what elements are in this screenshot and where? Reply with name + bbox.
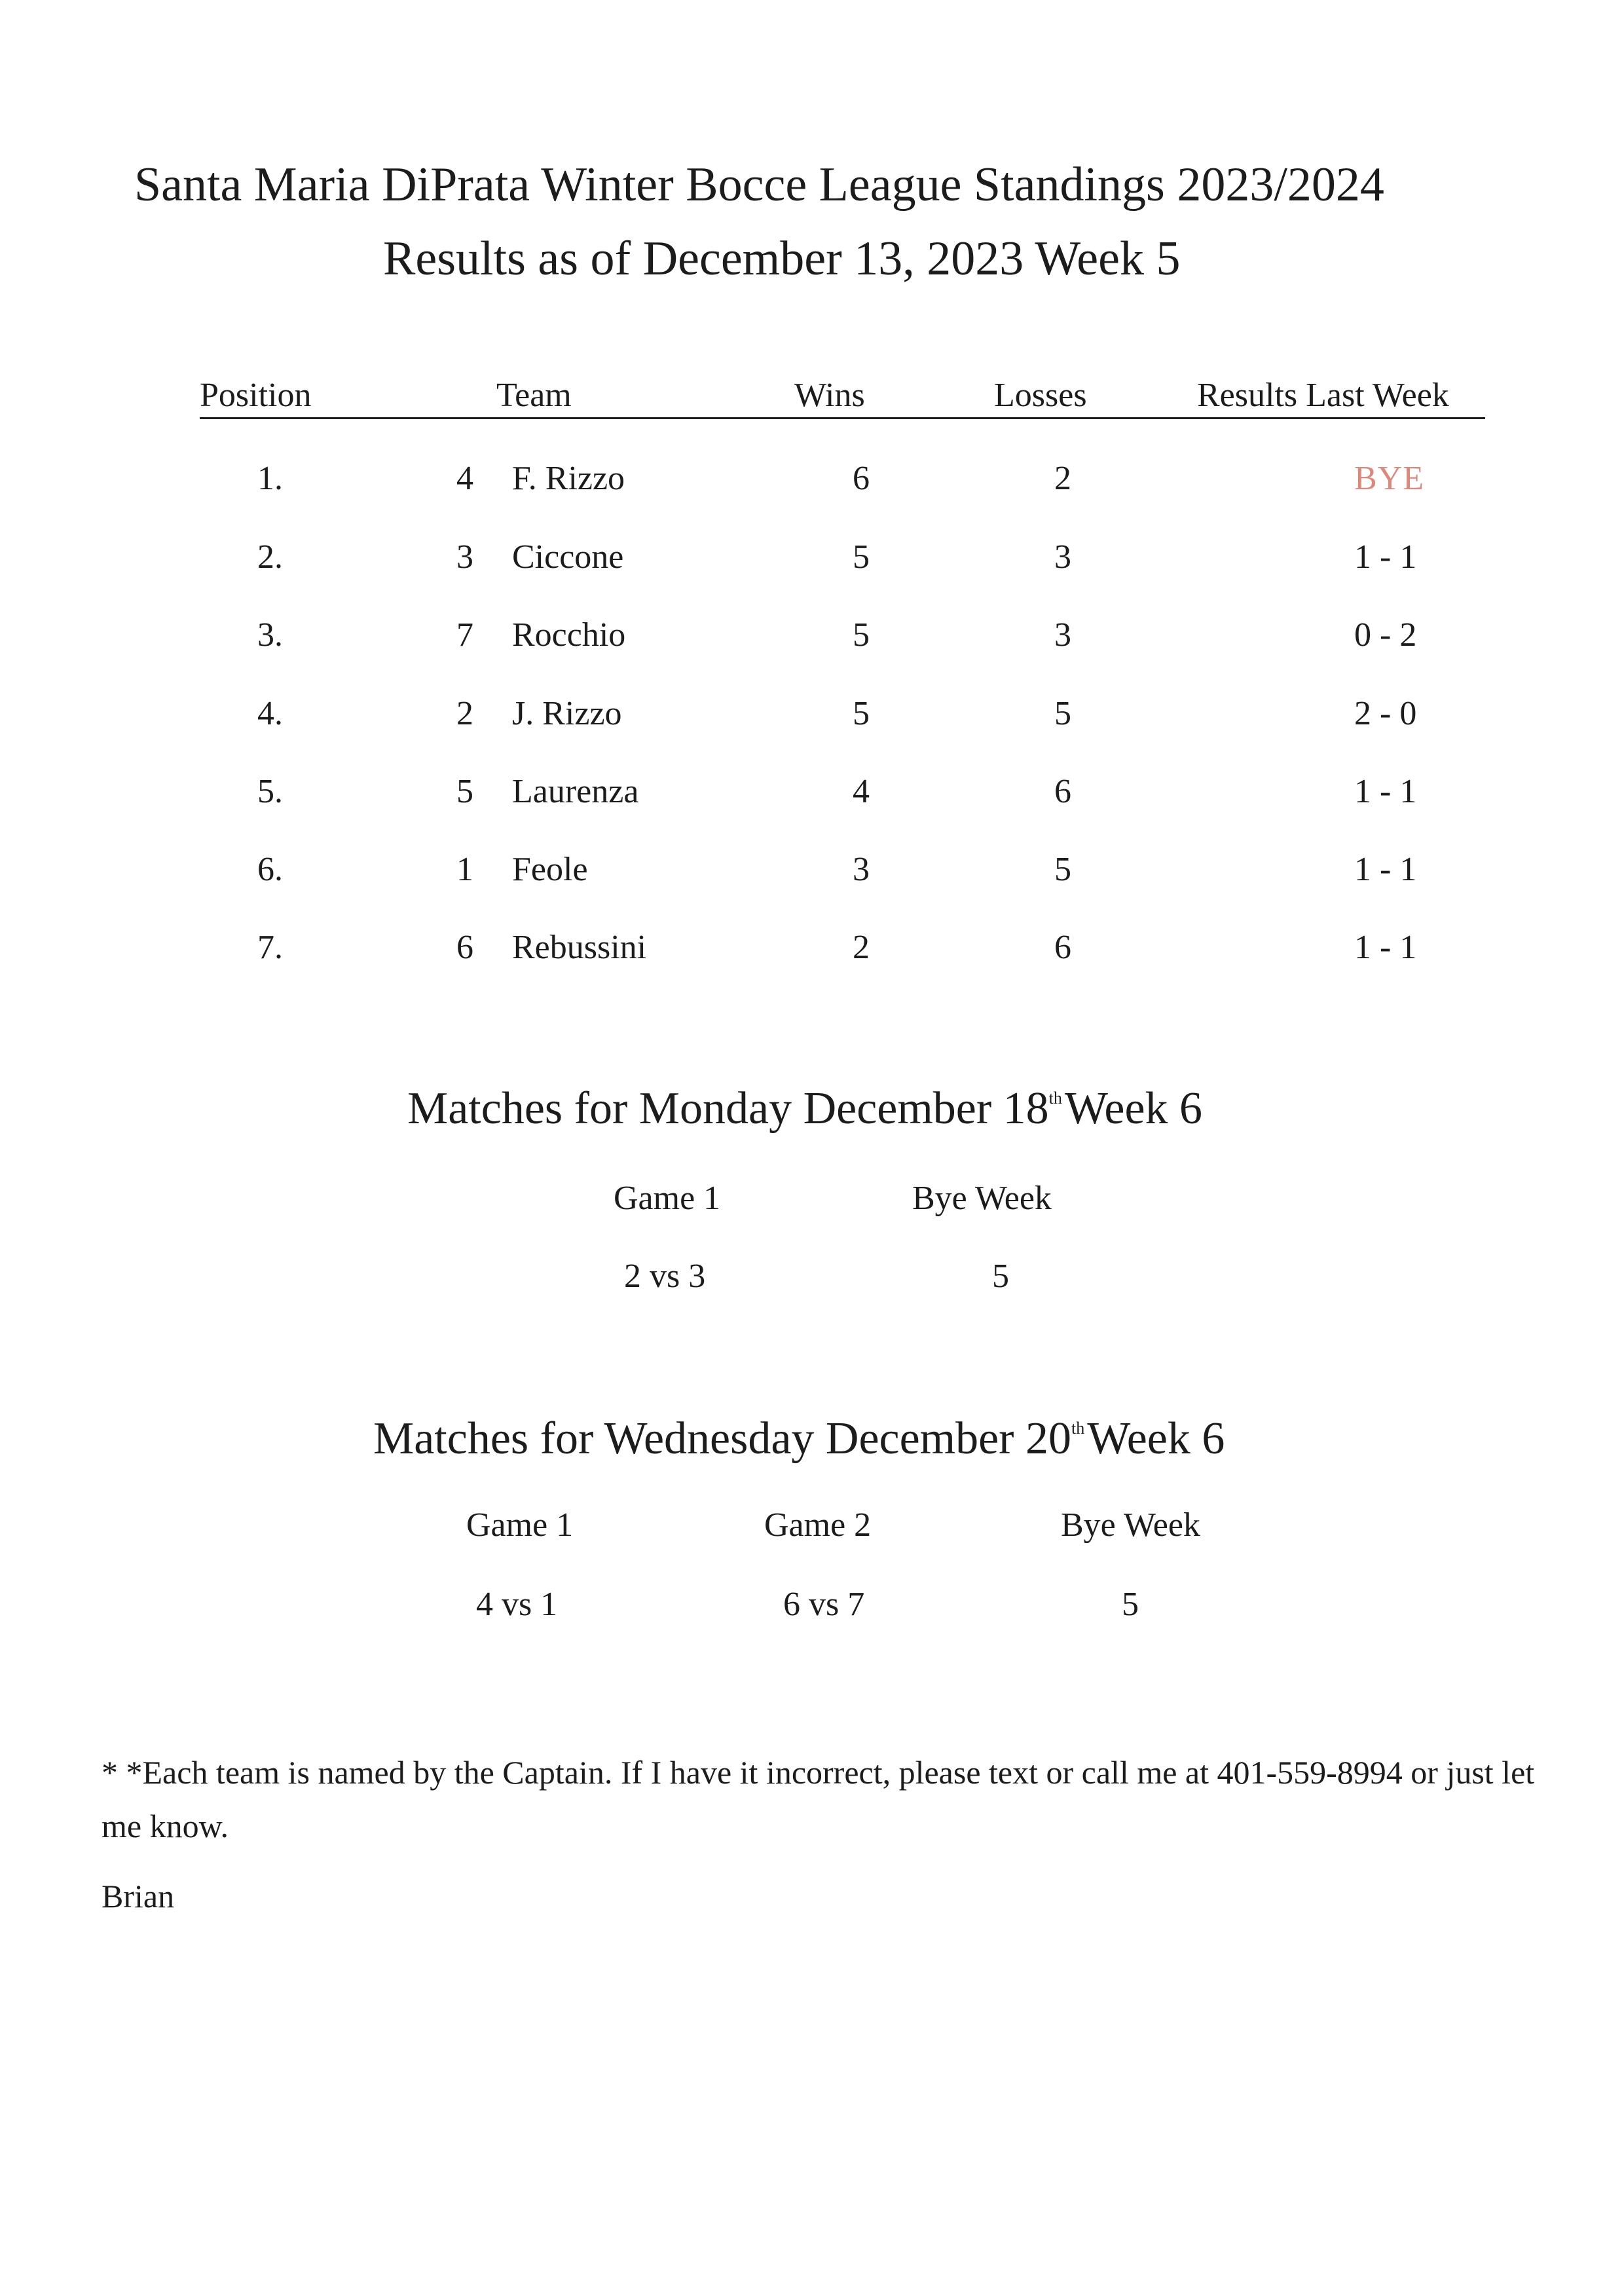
row-team-number: 2	[456, 695, 473, 732]
page-subtitle: Results as of December 13, 2023 Week 5	[383, 232, 1181, 286]
row-team-name: J. Rizzo	[512, 695, 622, 732]
wednesday-title-ordinal: th	[1071, 1419, 1085, 1438]
monday-title-text: Matches for Monday December 18	[407, 1083, 1049, 1134]
row-team-number: 3	[456, 538, 473, 576]
monday-game1-value: 2 vs 3	[624, 1258, 706, 1295]
row-position: 5.	[257, 773, 283, 810]
row-position: 3.	[257, 616, 283, 654]
page-title: Santa Maria DiPrata Winter Bocce League Standings 2023/2024	[134, 158, 1384, 212]
row-wins: 5	[853, 616, 870, 654]
row-team-number: 1	[456, 851, 473, 888]
column-header-results: Results Last Week	[1197, 377, 1449, 414]
row-losses: 5	[1054, 695, 1071, 732]
row-result: 1 - 1	[1354, 538, 1417, 576]
row-wins: 4	[853, 773, 870, 810]
row-team-number: 4	[456, 460, 473, 497]
row-result: 1 - 1	[1354, 851, 1417, 888]
monday-matches-title	[407, 1083, 1203, 1134]
row-result: 1 - 1	[1354, 773, 1417, 810]
row-losses: 5	[1054, 851, 1071, 888]
wednesday-title-week: Week 6	[1087, 1413, 1225, 1464]
row-wins: 2	[853, 929, 870, 966]
footnote: * *Each team is named by the Captain. If I have it incorrect, please text or call me at 401-559-8994 or just let me know.	[101, 1754, 1535, 1844]
row-wins: 5	[853, 695, 870, 732]
wednesday-game2-value: 6 vs 7	[783, 1586, 865, 1623]
row-position: 4.	[257, 695, 283, 732]
wednesday-game1-label: Game 1	[466, 1506, 574, 1544]
row-team-name: Laurenza	[512, 773, 639, 810]
row-wins: 5	[853, 538, 870, 576]
row-position: 1.	[257, 460, 283, 497]
row-team-number: 6	[456, 929, 473, 966]
row-position: 7.	[257, 929, 283, 966]
row-losses: 6	[1054, 773, 1071, 810]
monday-bye-label: Bye Week	[912, 1180, 1052, 1217]
row-team-name: Feole	[512, 851, 588, 888]
row-team-name: F. Rizzo	[512, 460, 625, 497]
wednesday-matches-title	[373, 1413, 1225, 1464]
monday-bye-value: 5	[992, 1258, 1009, 1295]
row-team-name: Ciccone	[512, 538, 624, 576]
row-losses: 3	[1054, 538, 1071, 576]
row-team-number: 7	[456, 616, 473, 654]
signature: Brian	[101, 1878, 175, 1914]
column-header-wins: Wins	[794, 377, 865, 414]
row-team-name: Rocchio	[512, 616, 626, 654]
column-header-position: Position	[200, 377, 312, 414]
row-team-name: Rebussini	[512, 929, 647, 966]
row-losses: 3	[1054, 616, 1071, 654]
row-losses: 6	[1054, 929, 1071, 966]
row-wins: 3	[853, 851, 870, 888]
monday-game1-label: Game 1	[614, 1180, 721, 1217]
wednesday-game1-value: 4 vs 1	[476, 1586, 558, 1623]
row-result: 2 - 0	[1354, 695, 1417, 732]
row-result: 1 - 1	[1354, 929, 1417, 966]
row-wins: 6	[853, 460, 870, 497]
monday-title-week: Week 6	[1064, 1083, 1203, 1134]
row-result: BYE	[1354, 460, 1424, 497]
column-header-losses: Losses	[994, 377, 1087, 414]
row-position: 2.	[257, 538, 283, 576]
wednesday-game2-label: Game 2	[764, 1506, 872, 1544]
column-header-team: Team	[496, 377, 572, 414]
header-underline	[200, 417, 1485, 419]
monday-title-ordinal: th	[1048, 1089, 1062, 1108]
row-team-number: 5	[456, 773, 473, 810]
row-losses: 2	[1054, 460, 1071, 497]
row-result: 0 - 2	[1354, 616, 1417, 654]
row-position: 6.	[257, 851, 283, 888]
wednesday-title-text: Matches for Wednesday December 20	[373, 1413, 1071, 1464]
wednesday-bye-label: Bye Week	[1061, 1506, 1200, 1544]
wednesday-bye-value: 5	[1122, 1586, 1139, 1623]
